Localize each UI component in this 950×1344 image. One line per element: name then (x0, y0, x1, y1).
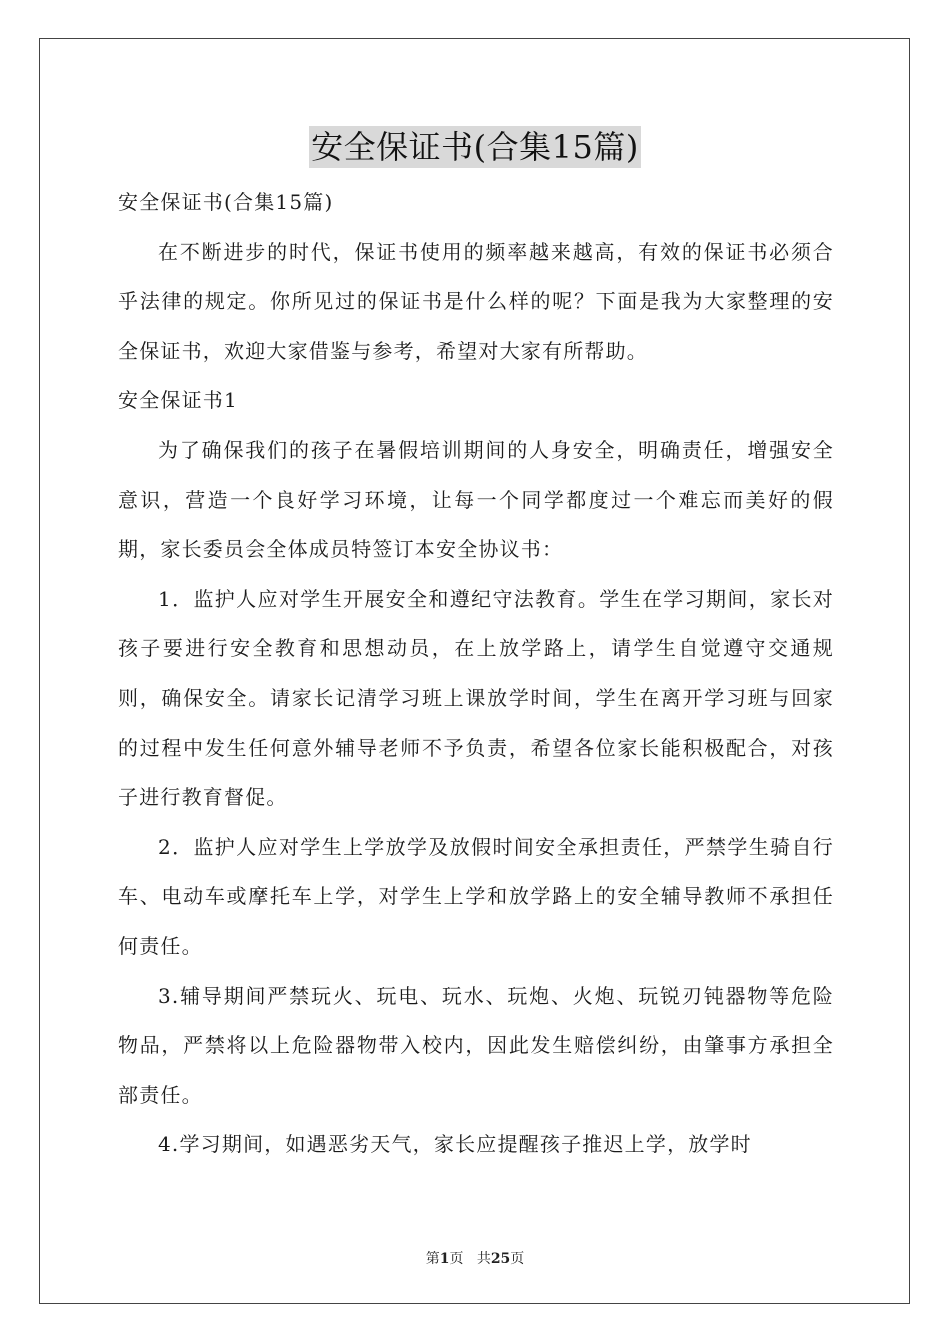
paragraph-subtitle: 安全保证书(合集15篇) (118, 190, 334, 214)
document-title: 安全保证书(合集15篇) (311, 128, 639, 166)
footer-total-suffix: 页 (510, 1251, 525, 1267)
paragraph: 为了确保我们的孩子在暑假培训期间的人身安全，明确责任，增强安全意识，营造一个良好学习环境，让每一个同学都度过一个难忘而美好的假期，家长委员会全体成员特签订本安全协议书： (118, 437, 834, 562)
paragraph-item-3: 3.辅导期间严禁玩火、玩电、玩水、玩炮、火炮、玩锐刃钝器物等危险物品，严禁将以上危险器物带入校内，因此发生赔偿纠纷，由肇事方承担全部责任。 (118, 983, 834, 1107)
section-heading: 安全保证书1 (118, 388, 238, 413)
footer-page-suffix: 页 (449, 1251, 464, 1267)
paragraph-item-2: 2．监护人应对学生上学放学及放假时间安全承担责任，严禁学生骑自行车、电动车或摩托车上学，对学生上学和放学路上的安全辅导教师不承担任何责任。 (118, 834, 834, 958)
footer-total-prefix: 共 (476, 1251, 491, 1267)
paragraph-item-1: 1．监护人应对学生开展安全和遵纪守法教育。学生在学习期间，家长对孩子要进行安全教育和思想动员，在上放学路上，请学生自觉遵守交通规则，确保安全。请家长记清学习班上课放学时间，学生在离开学习班与回家的过程中发生任何意外辅导老师不予负责，希望各位家长能积极配合，对孩子进行教育督促。 (118, 586, 834, 810)
title-wrap (0, 126, 950, 168)
footer-page-prefix: 第 (425, 1251, 440, 1267)
footer-total-pages: 25 (490, 1251, 511, 1267)
page-footer (0, 1248, 950, 1268)
paragraph-intro: 在不断进步的时代，保证书使用的频率越来越高，有效的保证书必须合乎法律的规定。你所见过的保证书是什么样的呢？下面是我为大家整理的安全保证书，欢迎大家借鉴与参考，希望对大家有所帮助。 (118, 239, 834, 363)
document-body (118, 178, 834, 1170)
footer-page-number: 1 (439, 1251, 450, 1267)
paragraph-item-4: 4.学习期间，如遇恶劣天气，家长应提醒孩子推迟上学，放学时 (158, 1132, 752, 1157)
